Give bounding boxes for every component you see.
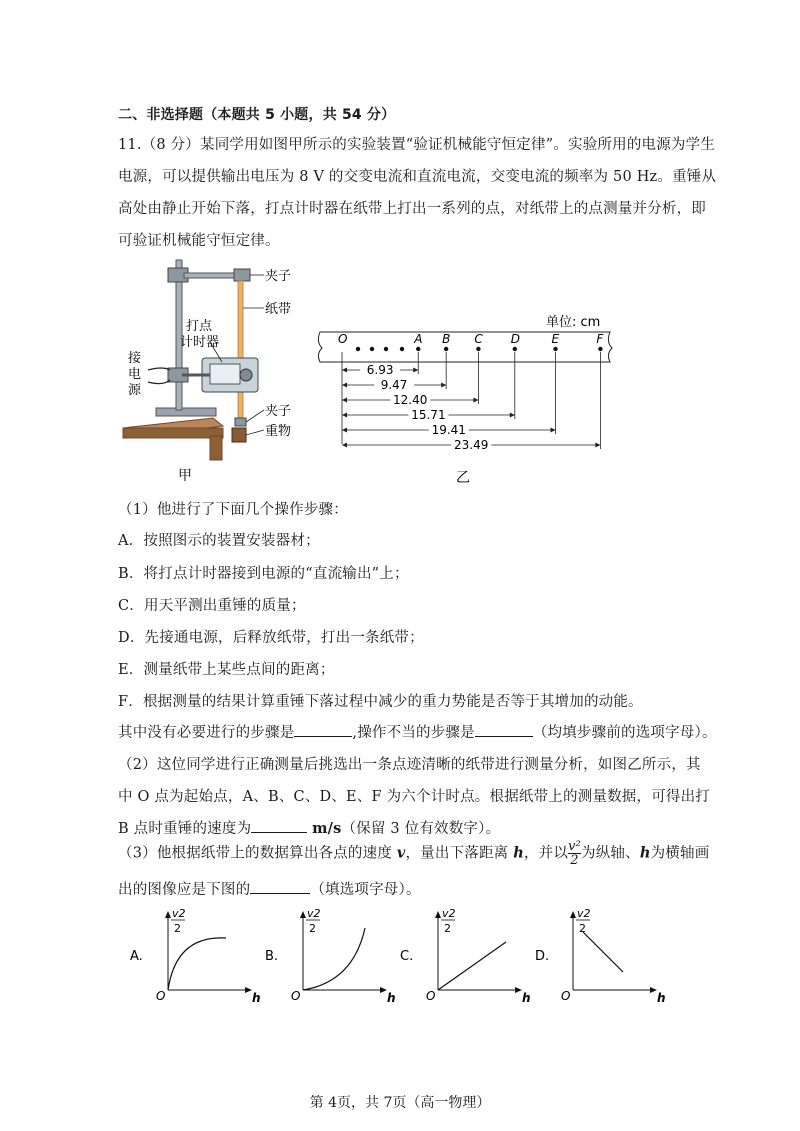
measure-value: 12.40 <box>393 393 428 407</box>
label-clip-top: 夹子 <box>265 269 292 284</box>
arrow-head <box>342 443 347 448</box>
tape-dot <box>553 347 557 351</box>
graph-y-label-num: v2 <box>442 907 456 920</box>
part1-question: 其中没有必要进行的步骤是 ,操作不当的步骤是 （均填步骤前的选项字母）。 <box>118 721 717 742</box>
label-power-3: 源 <box>128 383 142 398</box>
answer-blank[interactable] <box>294 722 352 737</box>
measure-value: 19.41 <box>431 423 466 437</box>
arrow-head <box>342 383 347 388</box>
caption-jia: 甲 <box>178 468 192 484</box>
arrow-head <box>342 398 347 403</box>
graph-curve <box>168 938 226 990</box>
answer-blank[interactable] <box>251 818 307 833</box>
arrow-head <box>570 911 576 918</box>
part3-question: 出的图像应是下图的 （填选项字母）。 <box>118 878 421 899</box>
arrow-head <box>441 383 446 388</box>
label-clip-bottom: 夹子 <box>265 404 292 419</box>
graph-origin: O <box>426 989 436 1003</box>
arrow-head <box>515 987 522 993</box>
graph-y-label-num: v2 <box>172 907 186 920</box>
option-graphs <box>130 905 670 1005</box>
graph-option-label[interactable]: D. <box>535 949 550 964</box>
graph-x-label: h <box>522 991 531 1005</box>
step-item: E．测量纸带上某些点间的距离； <box>118 662 335 678</box>
part2-line: 中 O 点为起始点，A、B、C、D、E、F 为六个计时点。根据纸带上的测量数据，可得出打 <box>118 789 711 805</box>
arrow-head <box>380 987 387 993</box>
label-weight: 重物 <box>265 424 292 439</box>
measure-value: 23.49 <box>454 438 489 452</box>
arrow-head <box>650 987 657 993</box>
label-tape: 纸带 <box>265 302 292 317</box>
graph-option-label[interactable]: C. <box>400 949 414 964</box>
wire <box>148 380 170 384</box>
tape-dot <box>384 347 388 351</box>
measure-value: 15.71 <box>411 408 446 422</box>
arrow-head <box>165 911 171 918</box>
graph-origin: O <box>156 989 166 1003</box>
label-timer-1: 打点 <box>186 319 213 334</box>
arrow-head <box>342 428 347 433</box>
table-leg <box>210 436 222 460</box>
arrow-head <box>342 413 347 418</box>
arrow-head <box>595 443 600 448</box>
tape-point-label: E <box>551 332 560 346</box>
tape-outline <box>318 332 612 362</box>
tape-dot <box>513 347 517 351</box>
stand-base <box>156 408 216 416</box>
step-item: F．根据测量的结果计算重锤下落过程中减少的重力势能是否等于其增加的动能。 <box>118 694 643 710</box>
step-item: B．将打点计时器接到电源的“直流输出”上； <box>118 566 409 582</box>
graph-origin: O <box>561 989 571 1003</box>
tape-unit: 单位: cm <box>546 315 601 330</box>
arrow-head <box>473 398 478 403</box>
measure-value: 9.47 <box>380 378 408 392</box>
figure-yi-tape <box>310 312 630 487</box>
tape-dot <box>444 347 448 351</box>
part1-stem: （1）他进行了下面几个操作步骤： <box>118 502 348 518</box>
q11-intro-line: 11.（8 分）某同学用如图甲所示的实验装置“验证机械能守恒定律”。实验所用的电源为学生 <box>118 137 716 153</box>
weight-block <box>232 428 246 442</box>
timer-knob <box>240 369 252 381</box>
tape-dot <box>416 347 420 351</box>
arrow-head <box>300 911 306 918</box>
tape-point-label: O <box>338 332 348 346</box>
section-title: 二、非选择题（本题共 5 小题，共 54 分） <box>118 107 396 123</box>
paper-tape <box>238 281 243 421</box>
graph-origin: O <box>291 989 301 1003</box>
tape-point-label: D <box>510 332 521 346</box>
arrow-head <box>551 428 556 433</box>
tape-dot <box>400 347 404 351</box>
arrow-head <box>510 413 515 418</box>
figure-jia-apparatus <box>118 258 298 488</box>
tape-point-label: B <box>442 332 451 346</box>
graph-option-label[interactable]: B. <box>265 949 279 964</box>
answer-blank[interactable] <box>475 722 533 737</box>
graph-curve <box>583 932 623 972</box>
arrow-head <box>435 911 441 918</box>
graph-x-label: h <box>387 991 396 1005</box>
page-footer: 第 4页，共 7页（高一物理） <box>309 1095 491 1111</box>
arrow-head <box>342 368 347 373</box>
graph-y-label-num: v2 <box>307 907 321 920</box>
graph-y-label-num: v2 <box>577 907 591 920</box>
tape-point-label: C <box>474 332 483 346</box>
graph-x-label: h <box>252 991 261 1005</box>
tape-dot <box>370 347 374 351</box>
label-power-1: 接 <box>128 351 142 366</box>
table-edge <box>123 428 223 438</box>
answer-blank[interactable] <box>250 879 310 894</box>
graph-curve <box>438 942 506 990</box>
tape-dot <box>356 347 360 351</box>
graph-curve <box>303 928 365 990</box>
timer-panel <box>210 364 240 384</box>
part3-line: （3）他根据纸带上的数据算出各点的速度 v，量出下落距离 h，并以 $\frac{\text{v²}}{2}$ 为纵轴、h为横轴画 <box>118 839 710 868</box>
tape-point-label: A <box>414 332 423 346</box>
part2-line: （2）这位同学进行正确测量后挑选出一条点迹清晰的纸带进行测量分析，如图乙所示，其 <box>118 757 701 773</box>
q11-intro-line: 高处由静止开始下落，打点计时器在纸带上打出一系列的点，对纸带上的点测量并分析，即 <box>118 201 706 217</box>
wire <box>148 368 170 370</box>
fraction-v2-over-2: $\frac{\text{v²}}{2}$ <box>568 839 582 868</box>
top-clip <box>234 269 250 281</box>
q11-intro-line: 电源，可以提供输出电压为 8 V 的交变电流和直流电流，交变电流的频率为 50 Hz。重锤从 <box>118 169 717 185</box>
graph-x-label: h <box>657 991 666 1005</box>
measure-value: 6.93 <box>366 363 394 377</box>
graph-option-label[interactable]: A. <box>130 949 143 964</box>
q11-intro-line: 可验证机械能守恒定律。 <box>118 233 280 249</box>
graph-y-label-den: 2 <box>174 922 181 935</box>
tape-dot <box>598 347 602 351</box>
caption-yi: 乙 <box>456 470 470 486</box>
step-item: C．用天平测出重锤的质量； <box>118 598 306 614</box>
bottom-clip <box>235 418 246 426</box>
label-power-2: 电 <box>128 367 142 382</box>
step-item: D．先接通电源，后释放纸带，打出一条纸带； <box>118 630 424 646</box>
arrow-head <box>245 987 252 993</box>
part2-question: B 点时重锤的速度为 m/s（保留 3 位有效数字）。 <box>118 820 501 837</box>
step-item: A．按照图示的装置安装器材； <box>118 533 320 549</box>
tape-dot <box>476 347 480 351</box>
tape-point-label: F <box>596 332 604 346</box>
arrow-head <box>413 368 418 373</box>
graph-y-label-den: 2 <box>579 922 586 935</box>
label-timer-2: 计时器 <box>180 335 220 350</box>
graph-y-label-den: 2 <box>444 922 451 935</box>
graph-y-label-den: 2 <box>309 922 316 935</box>
